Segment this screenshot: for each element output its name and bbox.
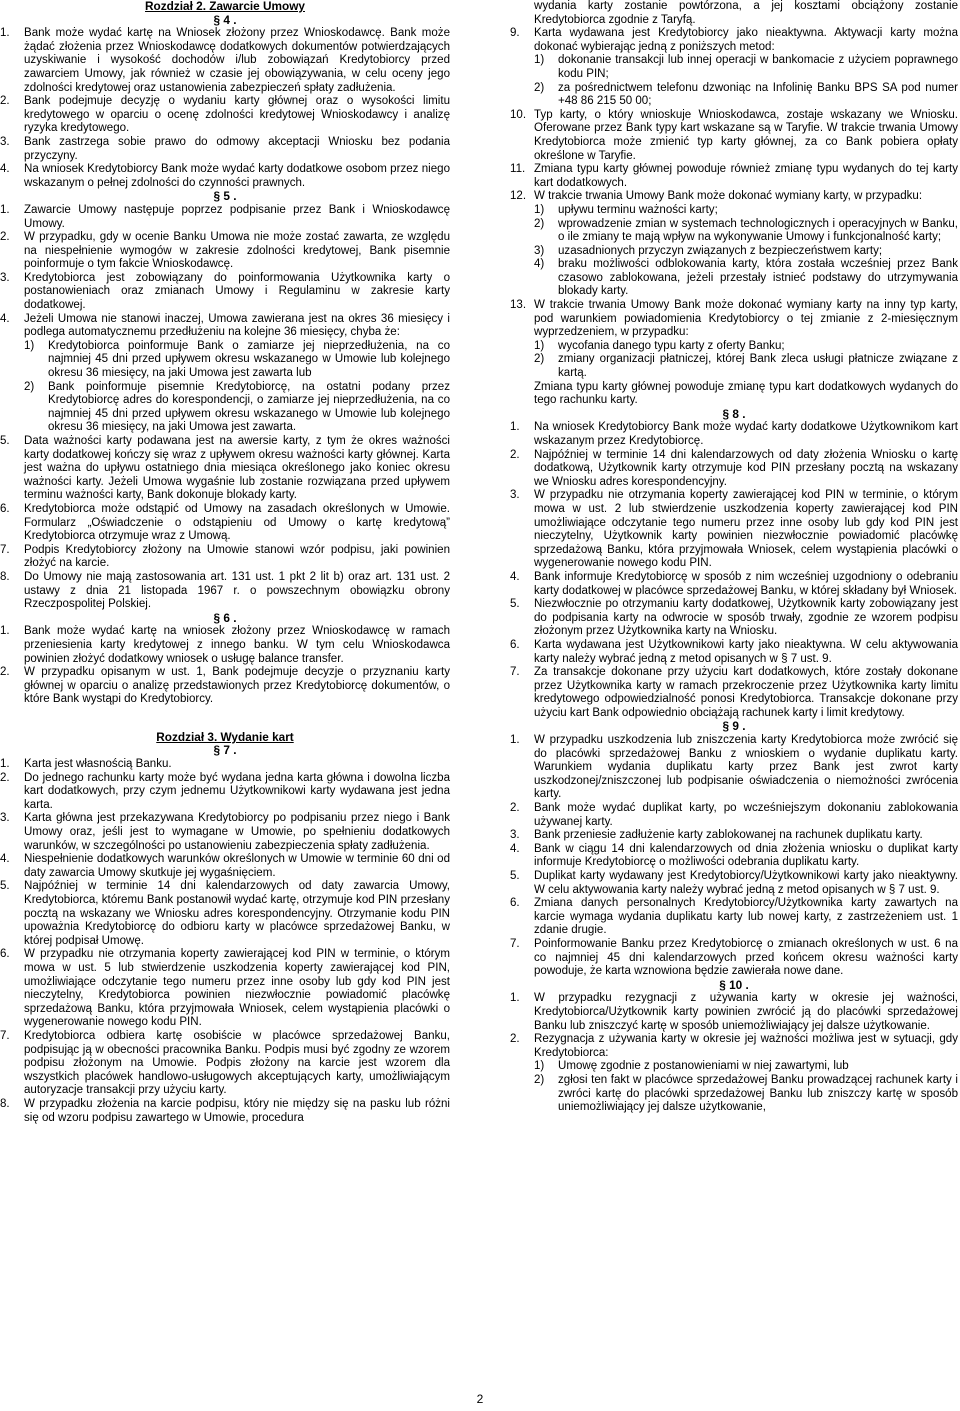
item-number: 3. <box>510 829 520 842</box>
section-10-sublist <box>510 1060 958 1114</box>
list-item <box>0 95 450 136</box>
item-number: 4) <box>534 258 545 271</box>
list-item <box>0 204 450 231</box>
item-text: Data ważności karty podawana jest na awersie karty, z tym że okres ważności karty dodatkowej kończy się wraz z upływem okresu ważności karty głównej. Karta jest ważna do upływu ostatniego dnia miesiąca określonego jako koniec okresu ważności karty. Jeżeli Umowa wygaśnie lub zostanie rozwiązana przed upływem terminu ważności karty, Bank dokonuje blokady karty. <box>24 435 450 502</box>
item-number: 10. <box>510 108 527 121</box>
item-number: 4. <box>0 853 10 866</box>
item-text: Podpis Kredytobiorcy złożony na Umowie stanowi wzór podpisu, jaki powinien złożyć na karcie. <box>24 543 450 570</box>
list-item <box>0 435 450 503</box>
item-number: 1) <box>534 339 545 352</box>
item-text: Karta wydawana jest Użytkownikowi karty jako nieaktywna. W celu aktywowania karty należy wybrać jedną z metod opisanych w § 7 ust. 9. <box>534 638 958 665</box>
item-number: 4. <box>0 312 10 325</box>
item-text: W przypadku nie otrzymania koperty zawierającej kod PIN w terminie, o którym mowa w ust. 2 lub stwierdzenie uszkodzenia koperty zawierającej kod PIN umożliwiające odczytanie tego numeru przez inne osoby lub gdy kod PIN jest nieczytelny, Użytkownik karty powinien niezwłocznie powiadomić placówkę sprzedażową Banku, która przyjmowała Wniosek, celem wystąpienia placówki o wygenerowanie nowego kodu PIN. <box>534 489 958 570</box>
item-number: 1) <box>534 203 545 216</box>
item-number: 2) <box>534 1073 545 1086</box>
list-item <box>510 870 958 897</box>
item-number: 1) <box>534 1060 545 1073</box>
item-text: Karta wydawana jest Kredytobiorcy jako nieaktywna. Aktywacji karty można dokonać wybierając jedną z poniższych metod: <box>534 27 958 53</box>
item-number: 3) <box>534 244 545 257</box>
section-10-list <box>510 992 958 1060</box>
item-number: 8. <box>0 1097 10 1110</box>
item-text: Karta jest własnością Banku. <box>24 758 172 771</box>
list-item <box>0 313 450 340</box>
list-item <box>510 27 958 54</box>
item-number: 1. <box>0 625 10 638</box>
list-item <box>0 571 450 612</box>
section-4-list <box>0 27 450 190</box>
list-item <box>510 639 958 666</box>
item-text: Jeżeli Umowa nie stanowi inaczej, Umowa zawierana jest na okres 36 miesięcy i podlega automatycznemu przedłużeniu na kolejne 36 miesięcy, chyba że: <box>24 312 450 339</box>
item-text: Poinformowanie Banku przez Kredytobiorcę o zmianach określonych w ust. 6 na co najmniej 45 dni kalendarzowych przed końcem okresu ważności karty powoduje, że karta wznowiona będzie zawierała nowe dane. <box>534 937 958 978</box>
section-5-heading: § 5 . <box>213 189 237 204</box>
item-text: Bank przeniesie zadłużenie karty zablokowanej na rachunek duplikatu karty. <box>534 829 923 842</box>
list-item <box>0 272 450 313</box>
item-number: 3. <box>0 135 10 148</box>
section-5-sublist <box>0 340 450 435</box>
list-item <box>0 625 450 666</box>
section-7-item-9-sublist <box>510 54 958 108</box>
item-text: W przypadku opisanym w ust. 1, Bank podejmuje decyzje o przyznaniu karty głównej w oparciu o analizę przedstawionych przez Kredytobiorcę dokumentów, o które Bank wystąpi do Kredytobiorcy. <box>24 666 450 706</box>
list-item <box>510 734 958 802</box>
list-item <box>0 163 450 190</box>
item-number: 13. <box>510 299 527 312</box>
item-number: 7. <box>0 543 10 556</box>
item-text: Do jednego rachunku karty może być wydana jedna karta główna i dowolna liczba kart dodatkowych, przy czym jednemu Użytkownikowi karty wydawana jest jedna karta. <box>24 771 450 811</box>
section-10-heading: § 10 . <box>719 977 749 992</box>
section-7-continuation: wydania karty zostanie powtórzona, a jej kosztami obciążony zostanie Kredytobiorca zgodnie z Taryfą. <box>534 0 958 26</box>
item-text: Bank poinformuje pisemnie Kredytobiorcę, na ostatni podany przez Kredytobiorcę adres do korespondencji, o zamiarze jej nieprzedłużenia, na co najmniej 45 dni przed upływem okresu wskazanego w Umowie lub kolejnego okresu 36 miesięcy, na jaki Umowa jest zawarta. <box>48 380 450 434</box>
list-item <box>0 27 450 95</box>
item-text: upływu terminu ważności karty; <box>558 203 718 216</box>
item-text: dokonanie transakcji lub innej operacji w bankomacie z użyciem poprawnego kodu PIN; <box>558 54 958 80</box>
item-number: 1. <box>0 758 10 771</box>
item-text: Kredytobiorca odbiera kartę osobiście w placówce sprzedażowej Banku, podpisując ją w obecności pracownika Banku. Podpis musi być zgodny ze wzorem podpisu złożonym na Umowie. Podpis złożony na karcie jest wzorem dla wszystkich placówek handlowo-usługowych akceptujących karty, umożliwiającym autoryzacje transakcji przy użyciu karty. <box>24 1029 450 1097</box>
item-text: Bank w ciągu 14 dni kalendarzowych od dnia złożenia wniosku o duplikat karty informuje Kredytobiorcę o możliwości odebrania duplikatu karty. <box>534 842 958 869</box>
section-4-heading: § 4 . <box>213 12 237 27</box>
list-item <box>510 802 958 829</box>
list-item <box>510 1033 958 1060</box>
list-item <box>510 992 958 1033</box>
item-number: 6. <box>510 897 520 910</box>
sub-list-item <box>534 1074 958 1115</box>
item-text: Bank zastrzega sobie prawo do odmowy akceptacji Wniosku bez podania przyczyny. <box>24 135 450 162</box>
item-text: zmiany organizacji płatniczej, której Bank zleca usługi płatnicze związane z kartą. <box>558 353 958 380</box>
item-number: 1. <box>0 203 10 216</box>
section-5-list-cont <box>0 435 450 612</box>
item-number: 6. <box>510 638 520 651</box>
list-item <box>510 571 958 598</box>
sub-list-item <box>534 258 958 299</box>
item-number: 5. <box>510 598 520 611</box>
item-number: 2. <box>0 666 10 679</box>
item-text: za pośrednictwem telefonu dzwoniąc na Infolinię Banku BPS SA pod numer +48 86 215 50 00; <box>558 81 958 108</box>
item-number: 2. <box>0 771 10 784</box>
item-number: 2) <box>534 353 545 366</box>
section-7-item-13 <box>510 299 958 340</box>
item-text: Niezwłocznie po otrzymaniu karty dodatkowej, Użytkownik karty zobowiązany jest do podpisania karty na odwrocie w sposób trwały, zgodnie ze wzorem podpisu złożonym przez Użytkownika karty na Wniosku. <box>534 598 958 638</box>
section-9-list <box>510 734 958 979</box>
item-text: Kredytobiorca jest zobowiązany do poinformowania Użytkownika karty o postanowieniach oraz zmianach Umowy i Regulaminu w zakresie karty dodatkowej. <box>24 271 450 312</box>
item-number: 1. <box>510 992 520 1005</box>
list-item <box>0 758 450 772</box>
list-item <box>510 190 958 204</box>
item-text: Kredytobiorca może odstąpić od Umowy na zasadach określonych w Umowie. Formularz „Oświadczenie o odstąpieniu od Umowy o kartę kredytową” Kredytobiorca otrzymuje wraz z Umową. <box>24 502 450 543</box>
section-5-list <box>0 204 450 340</box>
section-7-items-10-12 <box>510 109 958 204</box>
section-8-list <box>510 421 958 720</box>
sub-list-item <box>534 218 958 245</box>
item-text: uzasadnionych przyczyn związanych z bezpieczeństwem karty; <box>558 244 883 257</box>
list-item <box>0 503 450 544</box>
item-number: 2) <box>24 380 35 393</box>
sub-list-item <box>534 1060 958 1074</box>
item-number: 3. <box>0 271 10 284</box>
item-number: 7. <box>0 1029 10 1042</box>
list-item <box>510 666 958 720</box>
item-text: W trakcie trwania Umowy Bank może dokonać wymiany karty, w przypadku: <box>534 190 923 203</box>
item-number: 8. <box>0 570 10 583</box>
right-column <box>510 0 958 1115</box>
item-text: Na wniosek Kredytobiorcy Bank może wydać karty dodatkowe osobom przez niego wskazanym o pełnej zdolności do czynności prawnych. <box>24 163 450 189</box>
list-item <box>0 948 450 1030</box>
item-number: 7. <box>510 937 520 950</box>
list-item <box>0 544 450 571</box>
section-7-item-12-sublist <box>510 204 958 299</box>
item-text: Bank może wydać kartę na wniosek złożony przez Wnioskodawcę w ramach przeniesienia karty kredytowej z innego banku. W tym celu Wnioskodawca powinien złożyć dodatkowy wniosek o usługę balance transfer. <box>24 625 450 665</box>
sub-list-item <box>534 204 958 218</box>
list-item <box>0 666 450 707</box>
list-item <box>510 829 958 843</box>
list-item <box>510 449 958 490</box>
item-number: 4. <box>510 570 520 583</box>
item-text: braku możliwości odblokowania karty, która została wcześniej przez Bank czasowo zablokowana, jeżeli przestały istnieć podstawy do utrzymywania blokady karty. <box>558 258 958 298</box>
item-text: Za transakcje dokonane przy użyciu kart dodatkowych, które zostały dokonane przez Użytkownika karty w ramach przekroczenie przez Użytkownika karty limitu kredytowego odpowiedzialność ponosi Kredytobiorca. Transakcje dokonane przy użyciu kart Bank odpowiednio obciążają rachunek karty i limit kredytowy. <box>534 666 958 719</box>
item-text: Umowę zgodnie z postanowieniami w niej zawartymi, lub <box>558 1060 849 1073</box>
item-text: Bank może wydać kartę na Wniosek złożony przez Wnioskodawcę. Bank może żądać złożenia przez Wnioskodawcę dodatkowych dokumentów potwierdzających uzyskiwanie i wysokość dochodów i/lub zobowiązań Kredytobiorcy przed zawarciem Umowy, jak również w czasie jej obowiązywania, w celu oceny jego zdolności kredytowej oraz ustanowienia zabezpieczeń spłaty zadłużenia. <box>24 27 450 94</box>
list-item <box>0 1030 450 1098</box>
sub-list-item <box>24 381 450 435</box>
list-item <box>510 938 958 979</box>
section-8-heading: § 8 . <box>722 406 746 421</box>
item-text: W przypadku rezygnacji z używania karty w okresie jej ważności, Kredytobiorca/Użytkownik karty powinien zwrócić ją do placówki sprzedażowej Banku lub zniszczyć kartę w sposób uniemożliwiający jej dalsze użytkowanie. <box>534 992 958 1032</box>
item-text: Karta główna jest przekazywana Kredytobiorcy po podpisaniu przez niego i Bank Umowy oraz, jeśli jest to wymagane w Umowie, po spełnieniu dodatkowych warunków, w szczególności po ustanowieniu zabezpieczenia spłaty zadłużenia. <box>24 812 450 852</box>
sub-list-item <box>534 82 958 109</box>
item-text: W trakcie trwania Umowy Bank może dokonać wymiany karty na inny typ karty, pod warunkiem powiadomienia Kredytobiorcy o tej zmianie z 2-miesięcznym wyprzedzeniem, w przypadku: <box>534 299 958 339</box>
item-number: 3. <box>0 812 10 825</box>
list-item <box>0 1098 450 1125</box>
item-text: Bank może wydać duplikat karty, po wcześniejszym dokonaniu zablokowania używanej karty. <box>534 802 958 828</box>
list-item <box>510 163 958 190</box>
item-number: 2) <box>534 217 545 230</box>
item-number: 4. <box>0 163 10 176</box>
item-number: 6. <box>0 502 10 515</box>
item-number: 5. <box>0 880 10 893</box>
item-text: Bank informuje Kredytobiorcę w sposób z nim wcześniej uzgodniony o odebraniu karty dodatkowej w placówce sprzedażowej Banku, w której składany był Wniosek. <box>534 570 958 597</box>
section-7-item-9 <box>510 27 958 54</box>
item-number: 1. <box>510 421 520 434</box>
item-number: 3. <box>510 489 520 502</box>
list-item <box>0 772 450 813</box>
list-item <box>510 843 958 870</box>
item-text: W przypadku uszkodzenia lub zniszczenia karty Kredytobiorca może zwrócić się do placówki sprzedażowej Banku z wnioskiem o wydanie duplikatu karty. Warunkiem wydania duplikatu karty przez Bank jest zwrot karty uszkodzonej/zniszczonej lub podpisanie oświadczenia o niemożności zwrócenia karty. <box>534 734 958 801</box>
chapter-3-title: Rozdział 3. Wydanie kart <box>156 729 294 744</box>
item-text: Najpóźniej w terminie 14 dni kalendarzowych od daty zawarcia Umowy, Kredytobiorca, któremu Bank postanowił wydać kartę, otrzymuje kod PIN przesłany pocztą na wskazany we Wniosku adres korespondencyjny. Otrzymanie kodu PIN upoważnia Kredytobiorcę do odbioru karty w placówce sprzedażowej Banku, w której podpisał Umowę. <box>24 880 450 947</box>
list-item <box>510 109 958 163</box>
section-7-item-13-tail: Zmiana typu karty głównej powoduje zmianę typu kart dodatkowych wydanych do tego rachunku karty. <box>534 380 958 407</box>
item-text: Typ karty, o który wnioskuje Wnioskodawca, zostaje wskazany we Wniosku. Oferowane przez Bank typy kart wskazane są w Taryfie. W trakcie trwania Umowy Kredytobiorca może zmienić typ karty głównej, za co Bank pobiera opłaty określone w Taryfie. <box>534 108 958 162</box>
section-6-heading: § 6 . <box>213 610 237 625</box>
left-column <box>0 0 450 1125</box>
item-text: Bank podejmuje decyzję o wydaniu karty głównej oraz o wysokości limitu kredytowego w oparciu o ocenę zdolności kredytowej Wnioskodawcy i analizę ryzyka kredytowego. <box>24 95 450 135</box>
list-item <box>0 812 450 853</box>
item-number: 2. <box>510 448 520 461</box>
list-item <box>510 598 958 639</box>
item-text: Zmiana typu karty głównej powoduje również zmianę typu wydanych do tej karty kart dodatkowych. <box>534 163 958 189</box>
item-number: 5. <box>510 870 520 882</box>
item-text: Rezygnacja z używania karty w okresie jej ważności możliwa jest w sytuacji, gdy Kredytobiorca: <box>534 1033 958 1059</box>
item-number: 4. <box>510 842 520 855</box>
item-text: Zmiana danych personalnych Kredytobiorcy/Użytkownika karty zawartych na karcie wymaga wydania duplikatu karty lub nowej karty, z zastrzeżeniem ust. 1 zdanie drugie. <box>534 897 958 937</box>
item-number: 6. <box>0 948 10 961</box>
item-number: 5. <box>0 435 10 447</box>
item-number: 1) <box>24 339 35 352</box>
item-number: 11. <box>510 163 526 176</box>
item-text: Na wniosek Kredytobiorcy Bank może wydać karty dodatkowe Użytkownikom kart wskazanym przez Kredytobiorcę. <box>534 421 958 447</box>
item-text: Niespełnienie dodatkowych warunków określonych w Umowie w terminie 60 dni od daty zawarcia Umowy skutkuje jej wygaśnięciem. <box>24 853 450 879</box>
sub-list-item <box>534 340 958 354</box>
item-text: Zawarcie Umowy następuje poprzez podpisanie przez Bank i Wnioskodawcę Umowy. <box>24 203 450 230</box>
item-text: wycofania danego typu karty z oferty Banku; <box>558 339 785 352</box>
section-7-list <box>0 758 450 1125</box>
page-number: 2 <box>476 1392 484 1406</box>
list-item <box>0 231 450 272</box>
item-number: 12. <box>510 190 527 203</box>
item-text: wprowadzenie zmian w systemach technologicznych i operacyjnych w Banku, o ile zmiany te mają wpływ na wykonywanie Umowy i funkcjonalność karty; <box>558 217 958 244</box>
item-number: 1. <box>510 734 520 747</box>
section-6-list <box>0 625 450 707</box>
item-text: W przypadku złożenia na karcie podpisu, który nie między się na pasku lub różni się od wzoru podpisu zawartego w Umowie, procedura <box>24 1097 450 1124</box>
sub-list-item <box>534 54 958 81</box>
item-text: Kredytobiorca poinformuje Bank o zamiarze jej nieprzedłużenia, na co najmniej 45 dni przed upływem okresu wskazanego w Umowie lub kolejnego okresu 36 miesięcy, na jaki Umowa jest zawarta lub <box>48 339 450 380</box>
section-7-heading: § 7 . <box>213 743 237 758</box>
chapter-2-title: Rozdział 2. Zawarcie Umowy <box>145 0 305 13</box>
item-text: Do Umowy nie mają zastosowania art. 131 ust. 1 pkt 2 lit b) oraz art. 131 ust. 2 ustawy z dnia 21 listopada 1967 r. o powszechnym obowiązku obrony Rzeczpospolitej Polskiej. <box>24 570 450 611</box>
item-number: 2. <box>0 95 10 108</box>
item-text: zgłosi ten fakt w placówce sprzedażowej Banku prowadzącej rachunek karty i zwróci kartę do placówki sprzedażowej Banku lub zniszczy kartę w sposób uniemożliwiający jej dalsze użytkowanie, <box>558 1073 958 1114</box>
list-item <box>510 489 958 571</box>
section-7-item-13-sublist <box>510 340 958 381</box>
item-number: 7. <box>510 666 520 679</box>
sub-list-item <box>534 353 958 380</box>
list-item <box>510 299 958 340</box>
sub-list-item <box>24 340 450 381</box>
list-item <box>510 897 958 938</box>
item-text: W przypadku nie otrzymania koperty zawierającej kod PIN w terminie, o którym mowa w ust. 5 lub stwierdzenie uszkodzenia koperty zawierającej kod PIN, umożliwiające odczytanie tego numeru przez inne osoby lub gdy kod PIN jest nieczytelny, Kredytobiorca powinien niezwłocznie powiadomić placówkę sprzedażową Banku, która przyjmowała Wniosek, celem wystąpienia placówki o wygenerowanie nowego kodu PIN. <box>24 948 450 1029</box>
item-text: Duplikat karty wydawany jest Kredytobiorcy/Użytkownikowi karty jako nieaktywny. W celu aktywowania karty należy wybrać jedną z metod opisanych w § 7 ust. 9. <box>534 870 958 896</box>
item-text: Najpóźniej w terminie 14 dni kalendarzowych od daty złożenia Wniosku o kartę dodatkową, Użytkownik karty otrzymuje kod PIN przesłany pocztą na wskazany we Wniosku adres korespondencyjny. <box>534 448 958 488</box>
list-item <box>0 136 450 163</box>
item-number: 2. <box>510 802 520 815</box>
item-text: W przypadku, gdy w ocenie Banku Umowa nie może zostać zawarta, ze względu na niespełnienie wymogów w zakresie zdolności kredytowej, Bank pisemnie poinformuje o tym fakcie Wnioskodawcę. <box>24 231 450 271</box>
sub-list-item <box>534 245 958 259</box>
item-number: 1. <box>0 27 10 40</box>
item-number: 2) <box>534 81 545 94</box>
list-item <box>0 880 450 948</box>
list-item <box>0 853 450 880</box>
list-item <box>510 421 958 448</box>
item-number: 9. <box>510 27 520 40</box>
item-number: 2. <box>510 1033 520 1046</box>
section-9-heading: § 9 . <box>722 719 746 734</box>
item-number: 2. <box>0 231 10 244</box>
item-number: 1) <box>534 54 545 67</box>
